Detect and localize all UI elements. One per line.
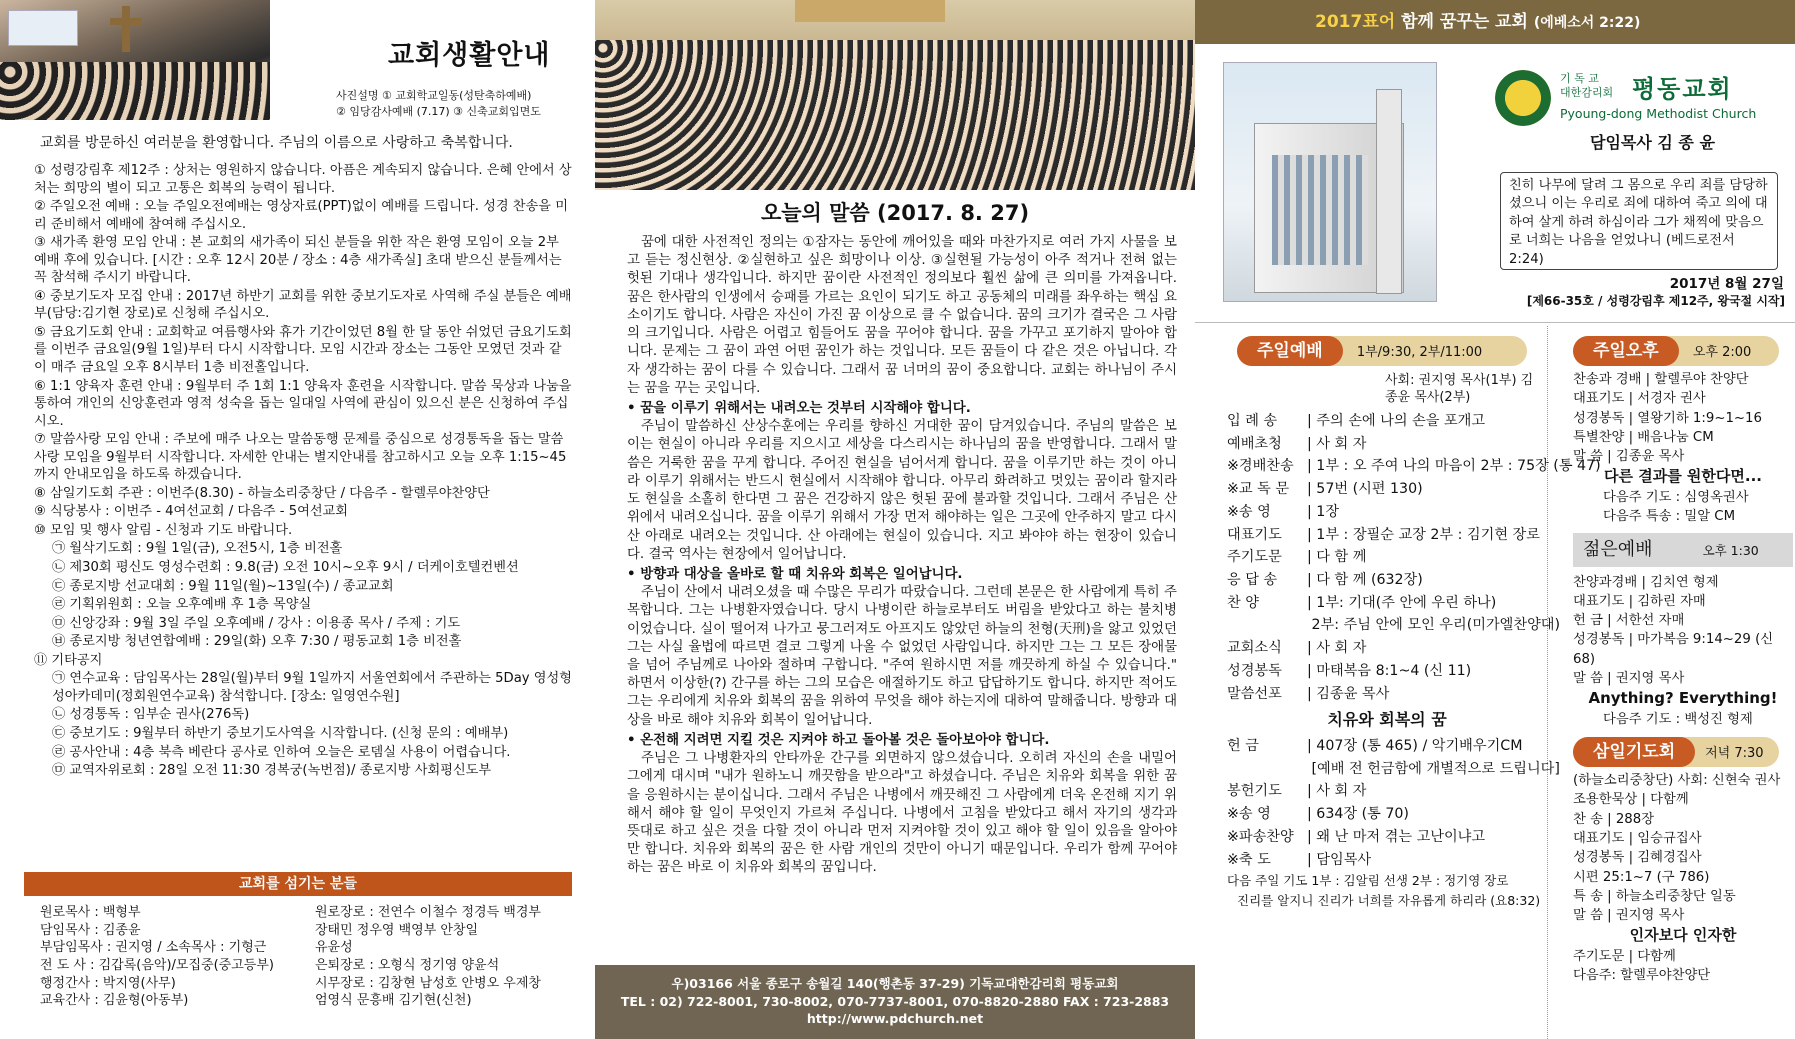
wednesday-title: 삼일기도회	[1573, 737, 1695, 767]
wednesday-row: 다음주: 할렐루야찬양단	[1573, 968, 1711, 984]
order-row	[1227, 637, 1547, 660]
photo-banner	[795, 0, 945, 22]
youth-theme: Anything? Everything!	[1588, 689, 1778, 708]
order-value: 사 회 자	[1316, 640, 1367, 657]
staff-entry: 부담임목사 : 권지영 / 소속목사 : 기형근	[40, 940, 267, 956]
order-separator: |	[1307, 851, 1317, 868]
footer-website[interactable]: http://www.pdchurch.net	[806, 1011, 984, 1026]
order-label: ※축 도	[1227, 851, 1271, 868]
afternoon-next: 다음주 기도 : 심영옥권사	[1603, 490, 1749, 506]
order-separator: |	[1307, 413, 1317, 429]
announcement-item: ㉣ 기획위원회 : 오늘 오후예배 후 1층 목양실	[52, 597, 312, 613]
order-row	[1227, 433, 1547, 456]
order-value: 57번 (시편 130)	[1316, 481, 1423, 498]
afternoon-row: 말 씀 | 김종윤 목사	[1573, 449, 1685, 465]
photo-sign	[8, 10, 78, 46]
order-value: 1부 : 장필순 교장 2부 : 김기현 장로	[1316, 526, 1540, 543]
order-separator: |	[1307, 594, 1317, 611]
org-denomination-1: 기 독 교	[1560, 72, 1599, 85]
wednesday-row: 말 씀 | 권지영 목사	[1573, 908, 1685, 924]
sermon-text	[627, 234, 1177, 878]
order-value: 김종윤 목사	[1316, 685, 1390, 702]
order-value: 사 회 자	[1316, 435, 1367, 452]
order-label: ※송 영	[1227, 806, 1271, 823]
order-value: 마태복음 8:1~4 (신 11)	[1316, 662, 1472, 679]
order-label: 응 답 송	[1227, 572, 1278, 589]
announcement-item: ㉡ 제30회 평신도 영성수련회 : 9.8(금) 오전 10시~오후 9시 / 더케이호텔컨벤션	[52, 560, 519, 576]
announcement-item: ㉠ 연수교육 : 담임목사는 28일(월)부터 9월 1일까지 서울연회에서 주관하는 5Day 영성형성아카데미(정회원연수교육) 참석합니다. [장소: 일영연수원]	[52, 671, 573, 704]
order-value: 주의 손에 나의 손을 포개고	[1316, 413, 1486, 429]
caption-line-2: ② 임당감사예배 (7.17) ③ 신축교회입면도	[336, 104, 541, 118]
order-value: 1부: 기대(주 안에 우린 하나)	[1316, 594, 1497, 611]
order-separator: |	[1307, 435, 1317, 452]
order-row	[1227, 826, 1547, 849]
sermon-title: 오늘의 말씀 (2017. 8. 27)	[760, 201, 1030, 225]
order-value: 2부: 주님 안에 모인 우리(미가엘찬양대)	[1311, 617, 1561, 634]
order-value: 다 함 께	[1316, 549, 1367, 566]
youth-row: 헌 금 | 서한선 자매	[1573, 613, 1685, 629]
order-row	[1227, 849, 1547, 872]
afternoon-service	[1573, 370, 1793, 986]
order-row	[1227, 524, 1547, 547]
wednesday-time: 저녁 7:30	[1705, 746, 1764, 762]
order-value: [예배 전 헌금함에 개별적으로 드립니다]	[1311, 760, 1560, 777]
order-value: 1부 : 오 주여 나의 마음이 2부 : 75장 (통 47)	[1316, 458, 1601, 475]
church-life-title: 교회생활안내	[388, 40, 551, 71]
order-row	[1227, 660, 1547, 683]
youth-row: 성경봉독 | 마가복음 9:14~29 (신68)	[1573, 632, 1774, 667]
motto-year: 2017표어	[1315, 12, 1396, 32]
church-identity	[1560, 72, 1756, 122]
staff-entry: 담임목사 : 김종윤	[40, 922, 141, 938]
staff-entry: 장태민 정우영 백영부 안창일	[315, 922, 479, 938]
order-row	[1227, 478, 1547, 501]
sermon-point-heading: • 꿈을 이루기 위해서는 내려오는 것부터 시작해야 합니다.	[627, 400, 971, 416]
order-row	[1227, 614, 1561, 637]
photo-crowd	[595, 40, 1195, 190]
church-name-english: Pyoung-dong Methodist Church	[1560, 105, 1757, 121]
sermon-paragraph: 주님이 말씀하신 산상수훈에는 우리를 향하신 거대한 꿈이 담겨있습니다. 주님의 말씀은 보이는 현실이 아니라 우리를 지으시고 세상을 다스리시는 하나님의 꿈을 반영합니다. 그래서 말씀은 거룩한 꿈을 꾸게 합니다. 주어진 현실을 넘어서게 합니다. 꿈을 이루기만 하는 것이 아니라 이루기 위해서는 반드시 현실에서 시작해야 합니다. 아무리 화려하고 멋있는 꿈이라 할지라도 현실을 소홀히 한다면 그 꿈은 건강하지 않은 헛된 꿈에 불과할 것입니다. 그래서 주님은 산 위에서 내려오십니다. 꿈을 이루기 위해서 가장 먼저 해야하는 일은 그곳에 안주하지 말고 다시 산 아래로 내려오는 것입니다. 산 아래에는 현실이 있습니다. 지고 봐야야 하는 현장이 있습니다. 결국 역사는 현장에서 일어납니다.	[627, 419, 1177, 562]
order-row	[1227, 758, 1560, 781]
org-denomination-2: 대한감리회	[1560, 85, 1614, 99]
order-value: 사 회 자	[1316, 783, 1367, 800]
wednesday-row: 시편 25:1~7 (구 786)	[1573, 869, 1710, 885]
closing-verse: 진리를 알지니 진리가 너희를 자유롭게 하리라 (요8:32)	[1237, 893, 1541, 909]
divider-vertical	[1547, 326, 1548, 1039]
sunday-leaders: 사회: 권지영 목사(1부) 김종윤 목사(2부)	[1385, 373, 1534, 406]
divider	[1195, 322, 1795, 323]
next-week-prayer: 다음 주일 기도 1부 : 김알림 선생 2부 : 정기영 장로	[1227, 873, 1509, 889]
order-value: 1장	[1316, 503, 1340, 520]
order-label: ※교 독 문	[1227, 481, 1290, 498]
order-value: 다 함 께 (632장)	[1316, 572, 1423, 589]
announcement-item: ⑥ 1:1 양육자 훈련 안내 : 9월부터 주 1회 1:1 양육자 훈련을 시작합니다. 말씀 묵상과 나눔을 통하여 개인의 신앙훈련과 영적 성숙을 돕는 일대일 사역에 관심이 있으신 분은 신청하여 주십시오.	[34, 378, 572, 429]
announcement-item: ③ 새가족 환영 모임 안내 : 본 교회의 새가족이 되신 분들을 위한 작은 환영 모임이 오늘 2부 예배 후에 있습니다. [시간 : 오후 12시 20분 / 장소 : 4층 새가족실] 초대 받으신 분들께서는 꼭 참석해 주시기 바랍니다.	[34, 235, 562, 286]
afternoon-theme: 다른 결과를 원한다면...	[1604, 467, 1762, 486]
afternoon-time: 오후 2:00	[1692, 345, 1752, 360]
order-separator: |	[1307, 549, 1317, 566]
sermon-paragraph: 꿈에 대한 사전적인 정의는 ①잠자는 동안에 깨어있을 때와 마찬가지로 여러 가지 사물을 보고 듣는 정신현상. ②실현하고 싶은 희망이나 이상. ③실현될 가능성이 아주 적거나 전혀 없는 헛된 기대나 생각입니다. 하지만 꿈이란 사전적인 정의보다 훨씬 삶에 큰 의미를 가져옵니다. 꿈은 한사람의 인생에서 승패를 가르는 요인이 되기도 하고 공동체의 미래를 좌우하는 핵심 요소이기도 합니다. 사람은 자신이 가진 꿈 이상으로 클 수 없습니다. 꿈의 크기가 결국은 그 사람의 크기입니다. 사람은 어렵고 힘들어도 꿈을 꾸어야 합니다. 꿈을 가꾸고 포기하지 말아야 합니다. 문제는 그 꿈이 과연 어떤 꿈인가 하는 것입니다. 모든 꿈들이 다 같은 것은 아닙니다. 각자 생각하는 꿈이 다를 수 있습니다. 그래서 꿈 너머의 꿈이 중요합니다. 교회는 하나님이 주시는 꿈을 꾸는 곳입니다.	[627, 235, 1177, 396]
order-row	[1227, 569, 1547, 592]
staff-left	[40, 904, 290, 1010]
order-separator: |	[1307, 640, 1317, 657]
worship-order-column	[1195, 0, 1795, 1039]
order-label: 입 례 송	[1227, 413, 1278, 429]
youth-header	[1573, 533, 1793, 567]
announcement-item: ㉡ 성경통독 : 임부순 권사(276독)	[52, 707, 250, 723]
sunday-service-times: 1부/9:30, 2부/11:00	[1356, 345, 1483, 360]
order-row	[1227, 546, 1547, 569]
church-footer	[595, 965, 1195, 1039]
order-separator: |	[1307, 503, 1317, 520]
wednesday-header	[1573, 737, 1779, 767]
bulletin-issue: [제66-35호 / 성령강림후 제12주, 왕국절 시작]	[1526, 294, 1785, 308]
wednesday-row: 성경봉독 | 김혜경집사	[1573, 850, 1702, 866]
welcome-message: 교회를 방문하신 여러분을 환영합니다. 주님의 이름으로 사랑하고 축복합니다.	[40, 135, 513, 151]
sermon-paragraph: 주님은 그 나병환자의 안타까운 간구를 외면하지 않으셨습니다. 오히려 자신의 손을 내밀어 그에게 대시며 "내가 원하노니 깨끗함을 받으라"고 하셨습니다. 주님은 치유와 회복을 위한 꿈을 응원하시는 분이십니다. 그래서 주님은 나병에서 깨끗해진 그 사람에게 더욱 온전해 지기 위해서 해야 할 일이 무엇인지 가르쳐 주십니다. 나병에서 고침을 받았다고 해서 자기의 생각과 뜻대로 하고 싶은 것을 다할 것이 아니라 먼저 지켜야할 것이 있고 해야 할 일이 있음을 알아야만 합니다. 치유와 회복의 꿈은 한 사람 개인의 것만이 아니기 때문입니다. 우리가 함께 꾸어야 하는 꿈은 바로 이 치유와 회복의 꿈입니다.	[627, 751, 1177, 876]
announcement-item: ㉥ 종로지방 청년연합예배 : 29일(화) 오후 7:30 / 평동교회 1층 비전홀	[52, 634, 462, 650]
worship-order	[1227, 410, 1601, 911]
order-row	[1227, 780, 1547, 803]
wednesday-row: 특 송 | 하늘소리중창단 일동	[1573, 888, 1736, 904]
order-label: 예배초청	[1227, 435, 1282, 452]
staff-entry: 유윤성	[315, 940, 353, 956]
staff-entry: 교육간사 : 김윤형(아동부)	[40, 993, 189, 1009]
senior-pastor: 담임목사 김 종 윤	[1590, 133, 1715, 152]
footer-address: 우)03166 서울 종로구 송월길 140(행촌동 37-29) 기독교대한감리회 평동교회	[671, 976, 1119, 991]
afternoon-title: 주일오후	[1573, 336, 1679, 366]
wednesday-row: 찬 송 | 288장	[1573, 811, 1655, 827]
announcement-list	[34, 162, 574, 781]
sermon-column	[595, 0, 1195, 1039]
youth-row: 대표기도 | 김하린 자매	[1573, 593, 1706, 609]
motto-verse: (에베소서 2:22)	[1533, 15, 1641, 31]
order-row	[1227, 683, 1547, 706]
church-life-column	[0, 0, 590, 1039]
announcement-item: ⑩ 모임 및 행사 알림 - 신청과 기도 바랍니다.	[34, 522, 293, 538]
wednesday-row: 조용한묵상 | 다함께	[1573, 792, 1689, 808]
sermon-heading: 치유와 회복의 꿈	[1327, 710, 1447, 730]
bulletin-date: 2017년 8월 27일	[1669, 276, 1784, 292]
announcement-item: ⑪ 기타공지	[34, 652, 103, 668]
staff-entry: 전 도 사 : 김갑록(음악)/모집중(중고등부)	[40, 958, 274, 974]
youth-time: 오후 1:30	[1702, 542, 1759, 558]
methodist-logo-icon	[1495, 70, 1551, 126]
motto-text: 함께 꿈꾸는 교회	[1401, 12, 1528, 32]
wednesday-row: 주기도문 | 다함께	[1573, 949, 1676, 965]
order-row	[1227, 592, 1547, 615]
order-row	[1227, 501, 1547, 524]
afternoon-next: 다음주 특송 : 밀알 CM	[1603, 509, 1736, 525]
youth-row: 말 씀 | 권지영 목사	[1573, 670, 1685, 686]
sunday-service-title: 주일예배	[1237, 336, 1343, 366]
announcement-item: ⑨ 식당봉사 : 이번주 - 4여선교회 / 다음주 - 5여선교회	[34, 504, 349, 520]
order-separator: |	[1307, 806, 1317, 823]
church-name: 평동교회	[1632, 75, 1733, 103]
sermon-point-heading: • 온전해 지려면 지킬 것은 지켜야 하고 돌아볼 것은 돌아보아야 합니다.	[627, 732, 1050, 748]
motto-bar	[1195, 0, 1795, 44]
sunday-service-header	[1237, 336, 1527, 366]
wednesday-row: (하늘소리중창단) 사회: 신현숙 권사	[1573, 773, 1781, 789]
photo-caption	[336, 88, 541, 120]
staff-entry: 엄영식 문흥배 김기현(신천)	[315, 993, 472, 1009]
order-row	[1227, 410, 1547, 433]
afternoon-row: 찬송과 경배 | 할렐루야 찬양단	[1573, 372, 1749, 387]
announcement-item: ④ 중보기도자 모집 안내 : 2017년 하반기 교회를 위한 중보기도자로 사역해 주실 분들은 예배부(담당:김기현 장로)로 신청해 주십시오.	[34, 288, 572, 322]
staff-heading: 교회를 섬기는 분들	[24, 872, 572, 896]
bell-tower	[1376, 89, 1402, 294]
announcement-item: ⑦ 말씀사랑 모임 안내 : 주보에 매주 나오는 말씀동행 문제를 중심으로 성경통독을 돕는 말씀사랑 모임을 9월부터 시작합니다. 자세한 안내는 별지안내를 참고하시고 오늘 오후 1:15~45까지 안내모임을 하도록 하겠습니다.	[34, 432, 567, 483]
announcement-item: ① 성령강림후 제12주 : 상처는 영원하지 않습니다. 아픔은 계속되지 않습니다. 은혜 안에서 상처는 희망의 별이 되고 고통은 회복의 능력이 됩니다.	[34, 163, 572, 196]
footer-phone: TEL : 02) 722-8001, 730-8002, 070-7737-8001, 070-8820-2880 FAX : 723-2883	[620, 993, 1170, 1009]
caption-line-1: 사진설명 ① 교회학교일동(성탄축하예배)	[336, 89, 532, 102]
order-label: 주기도문	[1227, 549, 1282, 566]
announcement-item: ⑤ 금요기도회 안내 : 교회학교 여름행사와 휴가 기간이었던 8월 한 달 동안 쉬었던 금요기도회를 이번주 금요일(9월 1일)부터 다시 시작합니다. 모임 시간과 장소는 그동안 모였던 것과 같이 매주 금요일 오후 8시부터 1층 비전홀입니다.	[34, 324, 572, 376]
staff-right	[315, 904, 590, 1010]
sermon-point-heading: • 방향과 대상을 올바로 할 때 치유와 회복은 일어납니다.	[627, 566, 963, 582]
staff-entry: 시무장로 : 김창현 남성호 안병오 우제창	[315, 975, 541, 991]
order-value: 407장 (통 465) / 악기배우기CM	[1316, 737, 1523, 754]
afternoon-row: 대표기도 | 서경자 권사	[1573, 391, 1706, 407]
order-label: 찬 양	[1227, 594, 1259, 611]
order-separator: |	[1307, 458, 1317, 475]
announcement-item: ㉢ 종로지방 선교대회 : 9월 11일(월)~13일(수) / 종교교회	[52, 578, 394, 594]
order-row	[1227, 735, 1547, 758]
order-separator: |	[1307, 572, 1317, 589]
order-separator: |	[1307, 526, 1317, 543]
building-windows	[1272, 155, 1368, 265]
order-label: 헌 금	[1227, 737, 1259, 754]
youth-next: 다음주 기도 : 백성진 형제	[1603, 711, 1753, 727]
order-label: 봉헌기도	[1227, 783, 1282, 800]
afternoon-header	[1573, 336, 1779, 366]
order-label: 성경봉독	[1227, 662, 1282, 679]
wednesday-theme: 인자보다 인자한	[1629, 926, 1737, 945]
order-separator: |	[1307, 783, 1317, 800]
staff-entry: 은퇴장로 : 오형식 정기영 양윤석	[315, 958, 500, 974]
order-separator: |	[1307, 737, 1317, 754]
order-label: 교회소식	[1227, 640, 1282, 657]
announcement-item: ② 주일오전 예배 : 오늘 주일오전예배는 영상자료(PPT)없이 예배를 드립니다. 성경 찬송을 미리 준비해서 예배에 참여해 주십시오.	[34, 199, 568, 232]
staff-entry: 원로목사 : 백형부	[40, 905, 141, 920]
order-separator: |	[1307, 685, 1317, 702]
sermon-paragraph: 주님이 산에서 내려오셨을 때 수많은 무리가 따랐습니다. 그런데 본문은 한 사람에게 특히 주목합니다. 그는 나병환자였습니다. 당시 나병이란 하늘로부터도 버림을 받았다고 하는 불치병이었습니다. 실이 떨어져 나가고 뭉그러져도 아프지도 않았던 하늘의 천형(天刑)을 앓고 있었던 그는 사실 율법에 따르면 결코 그렇게 나올 수 없었던 사람입니다. 하지만 그는 그 모든 장애물을 넘어 주님께로 나아와 절하며 구합니다. "주여 원하시면 저를 깨끗하게 하실 수 있습니다." 하면서 이상한(?) 간구를 하는 그의 모습은 애절하기도 하고 답답하기도 합니다. 하지만 적어도 그는 우리에게 치유와 회복의 꿈을 위하여 무엇을 해야 하는지에 대하여 말해줍니다. 방향과 대상을 바로 해야 치유와 회복이 일어납니다.	[627, 585, 1177, 728]
new-church-rendering	[1223, 62, 1437, 302]
order-value: 담임목사	[1316, 851, 1372, 868]
cross-icon	[122, 6, 130, 52]
wednesday-row: 대표기도 | 임승규집사	[1573, 831, 1702, 847]
order-value: 왜 난 마저 겪는 고난이냐고	[1316, 828, 1486, 845]
order-separator: |	[1307, 481, 1317, 498]
order-value: 634장 (통 70)	[1316, 806, 1409, 823]
order-separator: |	[1307, 828, 1317, 845]
announcement-item: ㉠ 월삭기도회 : 9월 1일(금), 오전5시, 1층 비전홀	[52, 541, 343, 557]
photo-crowd	[0, 62, 270, 120]
order-label: 대표기도	[1227, 526, 1282, 543]
afternoon-row: 특별찬양 | 배음나눔 CM	[1573, 429, 1714, 445]
announcement-item: ㉤ 교역자위로회 : 28일 오전 11:30 경복궁(녹번점)/ 종로지방 사회평신도부	[52, 763, 492, 779]
order-row	[1227, 803, 1547, 826]
order-label: 말씀선포	[1227, 685, 1282, 702]
staff-entry: 원로장로 : 전연수 이철수 정경득 백경부	[315, 905, 541, 920]
announcement-item: ㉣ 공사안내 : 4층 북측 베란다 공사로 인하여 오늘은 로뎀실 사용이 어렵습니다.	[52, 744, 511, 760]
order-label: ※경배찬송	[1227, 458, 1294, 475]
staff-entry: 행정간사 : 박지영(사무)	[40, 975, 176, 991]
weekly-verse: 친히 나무에 달려 그 몸으로 우리 죄를 담당하셨으니 이는 우리로 죄에 대하여 죽고 의에 대하여 살게 하려 하심이라 그가 채찍에 맞음으로 너희는 나음을 얻었나니 (베드로전서 2:24)	[1500, 172, 1778, 270]
order-label: ※파송찬양	[1227, 828, 1294, 845]
announcement-item: ㉤ 신앙강좌 : 9월 3일 주일 오후예배 / 강사 : 이용종 목사 / 주제 : 기도	[52, 615, 461, 631]
youth-row: 찬양과경배 | 김치연 형제	[1573, 574, 1719, 590]
order-label: ※송 영	[1227, 503, 1271, 520]
church-school-photo	[0, 0, 270, 120]
congregation-photo	[595, 0, 1195, 190]
announcement-item: ㉢ 중보기도 : 9월부터 하반기 중보기도사역을 시작합니다. (신청 문의 : 예배부)	[52, 725, 509, 741]
afternoon-row: 성경봉독 | 열왕기하 1:9~1~16	[1573, 410, 1762, 426]
order-separator: |	[1307, 662, 1317, 679]
order-row	[1227, 455, 1601, 478]
youth-title: 젊은예배	[1583, 538, 1653, 560]
announcement-item: ⑧ 삼일기도회 주관 : 이번주(8.30) - 하늘소리중창단 / 다음주 - 할렐루야찬양단	[34, 485, 490, 501]
